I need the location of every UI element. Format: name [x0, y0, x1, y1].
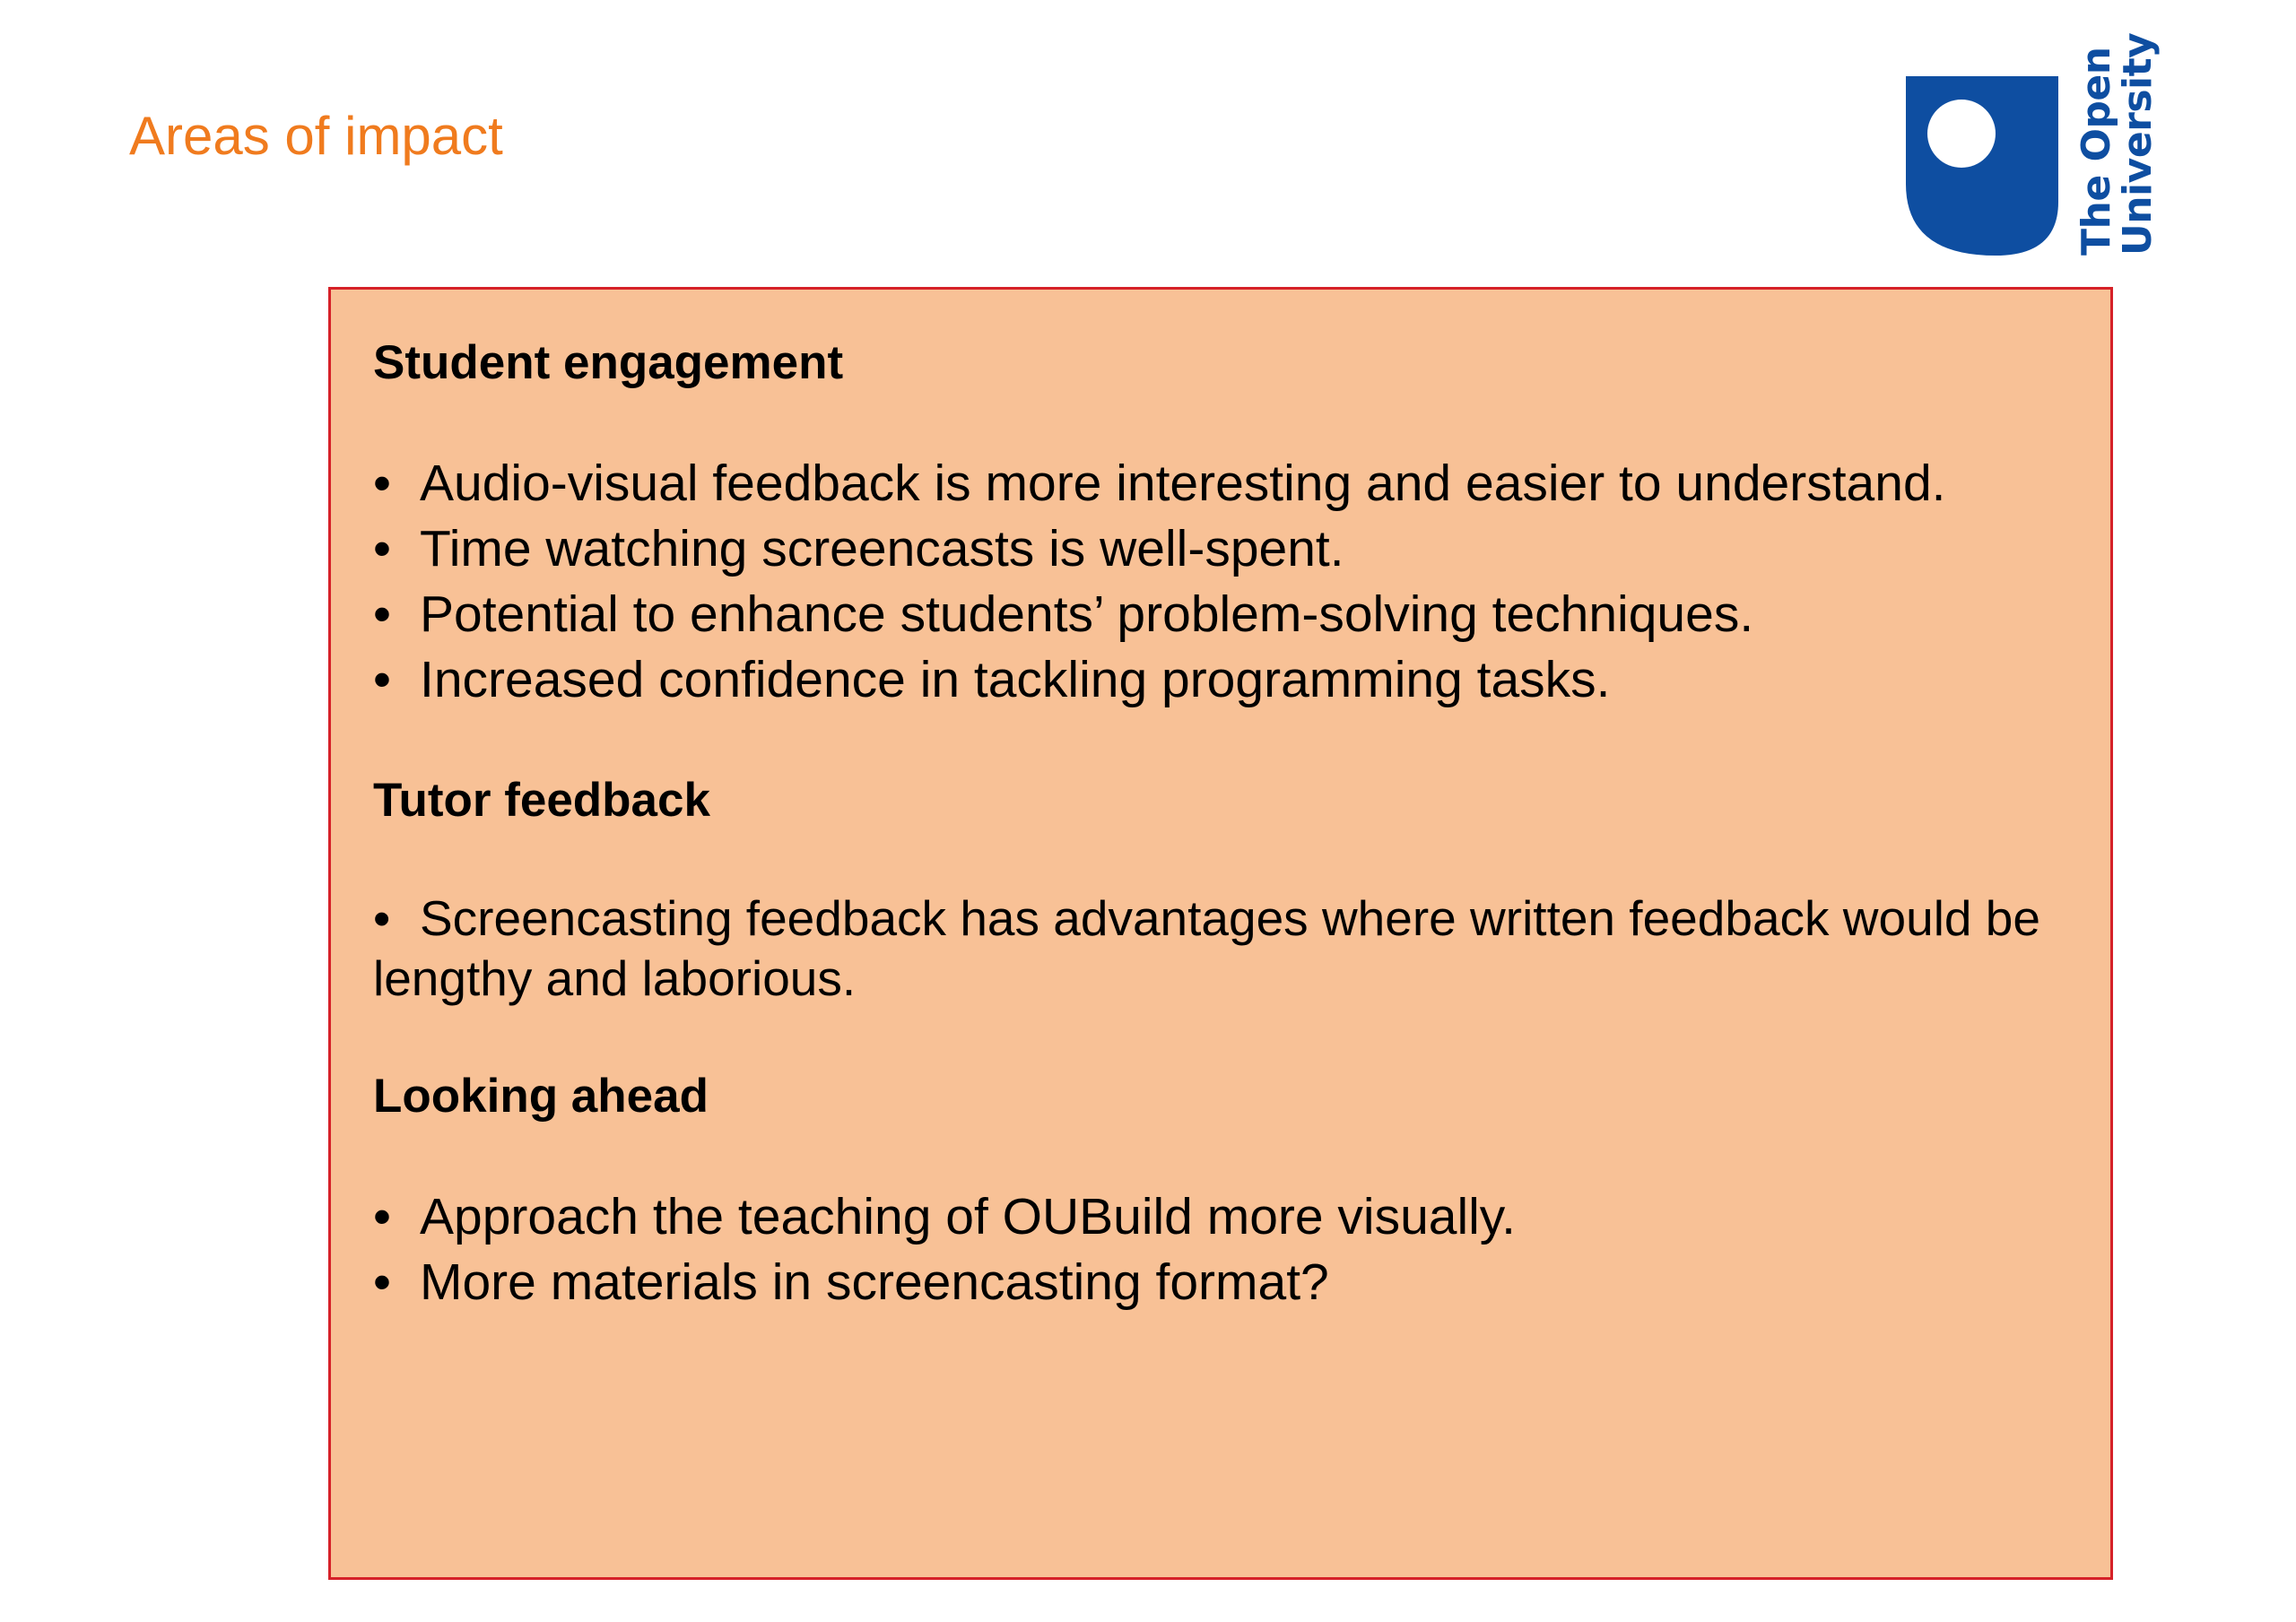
bullet-dot-icon: •	[373, 520, 391, 577]
section-heading-tutor-feedback: Tutor feedback	[373, 774, 710, 827]
bullet-dot-icon: •	[373, 651, 391, 708]
list-item: • Time watching screencasts is well-spent.	[373, 516, 2071, 582]
looking-ahead-list	[373, 1184, 2071, 1315]
open-university-logo	[1906, 32, 2175, 265]
list-item: • Potential to enhance students’ problem-solving techniques.	[373, 582, 2071, 647]
bullet-dot-icon: •	[373, 1188, 391, 1245]
list-item: • Audio-visual feedback is more interesting and easier to understand.	[373, 451, 2071, 516]
bullet-dot-icon: •	[373, 890, 391, 946]
bullet-dot-icon: •	[373, 1253, 391, 1311]
student-engagement-list	[373, 451, 2071, 713]
bullet-dot-icon: •	[373, 455, 391, 512]
list-item: • Approach the teaching of OUBuild more visually.	[373, 1184, 2071, 1250]
tutor-feedback-paragraph: • Screencasting feedback has advantages where written feedback would be lengthy and laborious.	[373, 890, 2040, 1006]
logo-wordmark	[2076, 33, 2159, 256]
content-box	[328, 287, 2113, 1580]
logo-name-line1: The Open	[2074, 47, 2119, 256]
slide-title: Areas of impact	[129, 106, 503, 166]
section-heading-student-engagement: Student engagement	[373, 336, 844, 389]
shield-logo-icon	[1906, 76, 2058, 256]
list-item: • Increased confidence in tackling programming tasks.	[373, 647, 2071, 713]
logo-name-line2: University	[2115, 32, 2161, 256]
bullet-dot-icon: •	[373, 585, 391, 643]
list-item: • More materials in screencasting format?	[373, 1250, 2071, 1315]
section-heading-looking-ahead: Looking ahead	[373, 1070, 709, 1123]
